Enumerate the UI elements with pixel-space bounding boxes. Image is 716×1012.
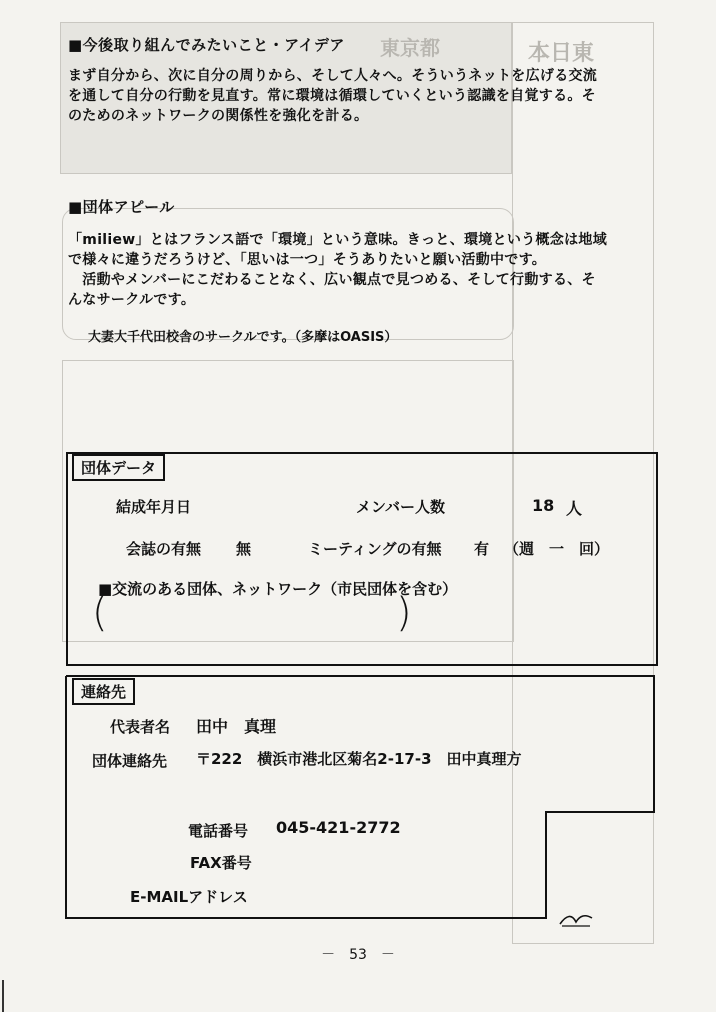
address-label: 団体連絡先: [92, 752, 168, 770]
ghost-text-2: 本日東: [528, 41, 595, 66]
group-data-label: 団体データ: [72, 454, 165, 481]
magazine-label: 会誌の有無: [126, 540, 202, 558]
appeal-text: [68, 230, 648, 310]
address-value: 〒222 横浜市港北区菊名2-17-3 田中真理方: [196, 750, 522, 768]
swoosh-mark-icon: [556, 904, 596, 930]
appeal-line: 活動やメンバーにこだわることなく、広い観点で見つめる、そして行動する、そ: [68, 272, 596, 288]
appeal-note: 大妻大千代田校舎のサークルです。（多摩はOASIS）: [88, 330, 398, 345]
appeal-line: で様々に違うだろうけど、「思いは一つ」そうありたいと願い活動中です。: [68, 252, 547, 268]
email-label: E-MAILアドレス: [130, 888, 248, 906]
network-close-paren: ): [396, 590, 412, 636]
group-data-box: [66, 452, 658, 666]
members-label: メンバー人数: [356, 498, 445, 516]
contact-label: 連絡先: [72, 678, 135, 705]
rep-value: 田中 真理: [196, 717, 277, 736]
appeal-line: 「miliew」とはフランス語で「環境」という意味。きっと、環境という概念は地域: [68, 232, 607, 248]
ideas-line: のためのネットワークの関係性を強化を計る。: [68, 108, 369, 124]
members-value: 18: [532, 496, 555, 515]
ideas-line: を通して自分の行動を見直す。常に環境は循環していくという認識を自覚する。そ: [68, 88, 596, 104]
ideas-heading: ■今後取り組んでみたいこと・アイデア: [68, 36, 345, 54]
members-unit: 人: [566, 499, 583, 518]
meeting-label: ミーティングの有無: [308, 540, 442, 558]
ghost-text-1: 東京都: [380, 36, 440, 60]
founded-label: 結成年月日: [116, 498, 192, 516]
meeting-value: 有: [474, 540, 490, 558]
phone-label: 電話番号: [188, 822, 249, 840]
appeal-line: んなサークルです。: [68, 292, 196, 308]
appeal-heading: ■団体アピール: [68, 198, 175, 216]
phone-value: 045-421-2772: [276, 818, 401, 837]
magazine-value: 無: [236, 540, 252, 558]
fax-label: FAX番号: [190, 854, 252, 872]
network-heading: ■交流のある団体、ネットワーク（市民団体を含む）: [98, 580, 458, 598]
meeting-frequency: （週 一 回）: [504, 540, 610, 558]
binding-edge: [2, 980, 4, 1012]
network-open-paren: (: [92, 590, 108, 636]
rep-label: 代表者名: [110, 718, 171, 736]
page-number: － 53 －: [321, 947, 395, 963]
ideas-line: まず自分から、次に自分の周りから、そして人々へ。そういうネットを広げる交流: [68, 68, 598, 84]
ideas-text: [68, 66, 648, 126]
